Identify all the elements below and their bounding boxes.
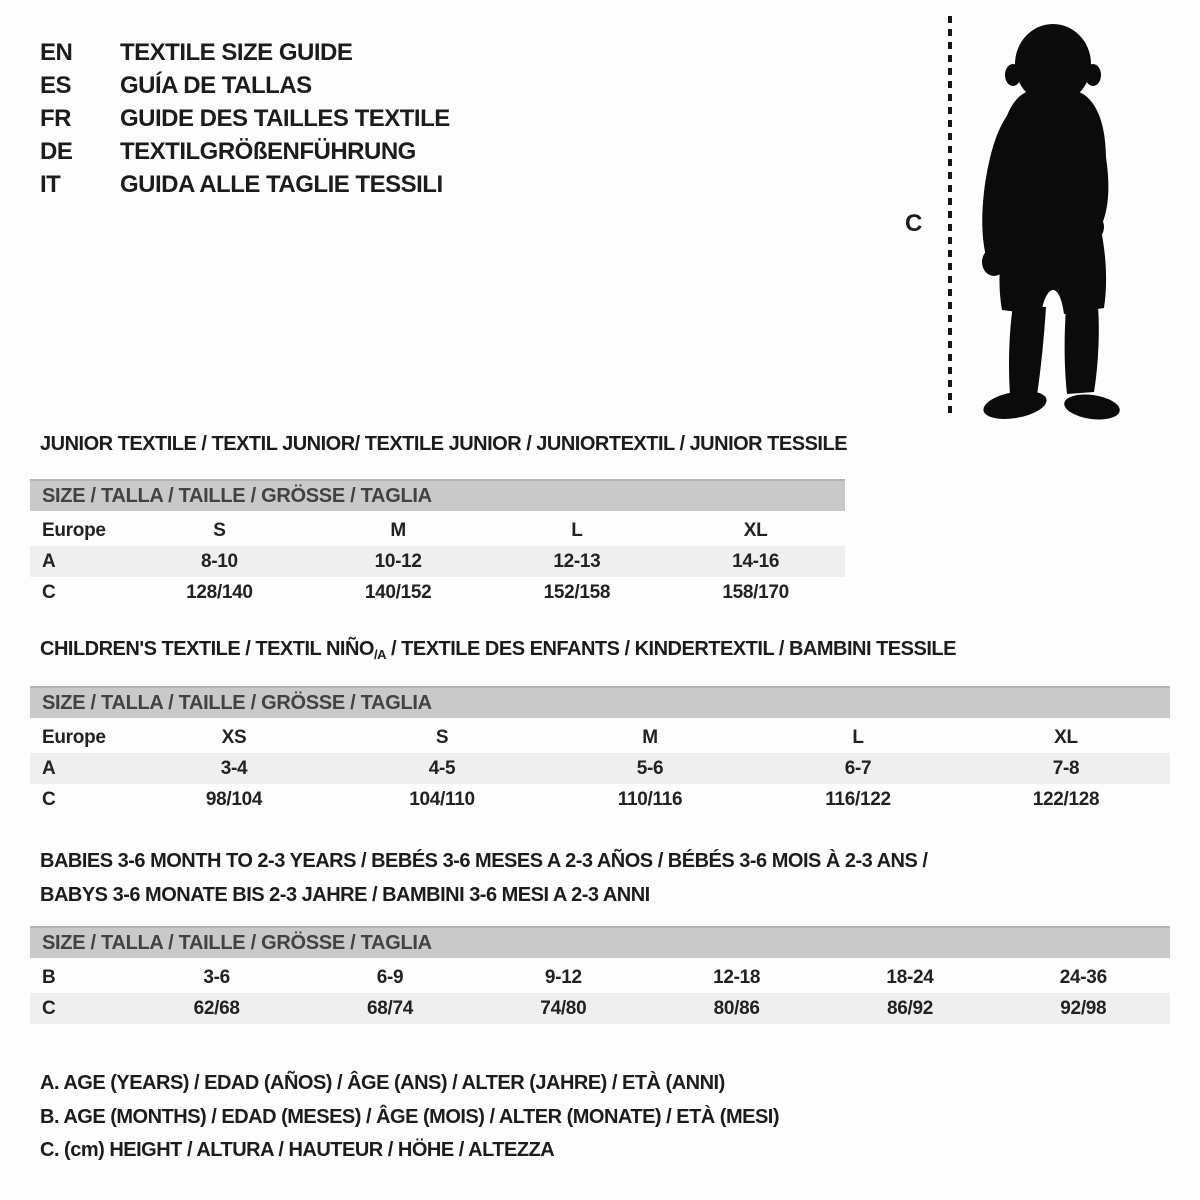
size-header-bar: SIZE / TALLA / TAILLE / GRÖSSE / TAGLIA — [30, 479, 845, 511]
cell: 86/92 — [886, 997, 933, 1019]
language-title: GUÍA DE TALLAS — [120, 71, 312, 99]
language-title: TEXTILE SIZE GUIDE — [120, 38, 353, 66]
cell: M — [642, 726, 658, 748]
note-height-cm: C. (cm) HEIGHT / ALTURA / HAUTEUR / HÖHE / ALTEZZA — [40, 1139, 555, 1161]
language-row-fr — [40, 102, 450, 135]
table-row-age — [30, 753, 1170, 784]
babies-section-title-line2: BABYS 3-6 MONATE BIS 2-3 JAHRE / BAMBINI 3-6 MESI A 2-3 ANNI — [40, 884, 650, 906]
cell: 24-36 — [1059, 966, 1107, 988]
table-row-europe — [30, 515, 845, 546]
row-label: A — [42, 550, 56, 572]
cell: 62/68 — [193, 997, 240, 1019]
junior-section-title: JUNIOR TEXTILE / TEXTIL JUNIOR/ TEXTILE JUNIOR / JUNIORTEXTIL / JUNIOR TESSILE — [40, 433, 848, 455]
language-title: GUIDE DES TAILLES TEXTILE — [120, 104, 450, 132]
cell: 6-9 — [376, 966, 404, 988]
babies-size-table — [30, 926, 1170, 1024]
language-code: IT — [40, 170, 61, 198]
cell: XL — [743, 519, 768, 541]
language-row-de — [40, 135, 450, 168]
cell: 6-7 — [844, 757, 872, 779]
language-title: TEXTILGRÖßENFÜHRUNG — [120, 137, 416, 165]
language-list — [40, 36, 450, 201]
row-label: C — [42, 788, 56, 810]
cell: 92/98 — [1060, 997, 1107, 1019]
cell: 110/116 — [617, 788, 683, 810]
row-label: Europe — [42, 726, 106, 748]
cell: 140/152 — [364, 581, 432, 603]
children-title-suffix: / TEXTILE DES ENFANTS / KINDERTEXTIL / BAMBINI TESSILE — [385, 638, 956, 660]
row-label: Europe — [42, 519, 106, 541]
language-code: EN — [40, 38, 73, 66]
note-age-years: A. AGE (YEARS) / EDAD (AÑOS) / ÂGE (ANS) / ALTER (JAHRE) / ETÀ (ANNI) — [40, 1072, 725, 1094]
cell: 152/158 — [543, 581, 611, 603]
cell: XL — [1054, 726, 1078, 748]
language-code: FR — [40, 104, 71, 132]
language-code: DE — [40, 137, 73, 165]
size-header-bar: SIZE / TALLA / TAILLE / GRÖSSE / TAGLIA — [30, 926, 1170, 958]
children-section-title — [40, 638, 956, 661]
cell: M — [390, 519, 406, 541]
cell: 10-12 — [374, 550, 422, 572]
language-row-en — [40, 36, 450, 69]
cell: 18-24 — [886, 966, 934, 988]
cell: 4-5 — [428, 757, 456, 779]
cell: 104/110 — [409, 788, 475, 810]
cell: 158/170 — [722, 581, 789, 603]
silhouette-ear-left — [1005, 64, 1021, 86]
table-row-age — [30, 546, 845, 577]
cell: 8-10 — [200, 550, 238, 572]
cell: 12-13 — [553, 550, 601, 572]
cell: 68/74 — [366, 997, 414, 1019]
cell: 14-16 — [732, 550, 780, 572]
cell: 12-18 — [713, 966, 761, 988]
toddler-silhouette-icon — [958, 20, 1148, 425]
silhouette-foot-left — [981, 387, 1049, 424]
row-label: C — [42, 997, 56, 1019]
row-label: C — [42, 581, 56, 603]
cell: 5-6 — [636, 757, 664, 779]
silhouette-leg-left — [1009, 305, 1046, 395]
cell: 80/86 — [713, 997, 760, 1019]
cell: 3-4 — [220, 757, 248, 779]
silhouette-leg-right — [1065, 306, 1099, 394]
children-title-sub: /A — [373, 647, 386, 662]
table-row-months — [30, 962, 1170, 993]
junior-size-table — [30, 479, 845, 608]
height-measure-label: C — [905, 210, 923, 237]
children-title-prefix: CHILDREN'S TEXTILE / TEXTIL NIÑO — [40, 638, 374, 660]
table-row-europe — [30, 722, 1170, 753]
size-header-bar: SIZE / TALLA / TAILLE / GRÖSSE / TAGLIA — [30, 686, 1170, 718]
cell: L — [571, 519, 583, 541]
cell: 116/122 — [825, 788, 891, 810]
table-row-height — [30, 993, 1170, 1024]
language-title: GUIDA ALLE TAGLIE TESSILI — [120, 170, 443, 198]
language-code: ES — [40, 71, 72, 99]
table-row-height — [30, 577, 845, 608]
silhouette-ear-right — [1085, 64, 1101, 86]
children-size-table — [30, 686, 1170, 815]
cell: S — [435, 726, 449, 748]
silhouette-shorts — [999, 225, 1106, 315]
row-label: B — [42, 966, 56, 988]
note-age-months: B. AGE (MONTHS) / EDAD (MESES) / ÂGE (MOIS) / ALTER (MONATE) / ETÀ (MESI) — [40, 1106, 780, 1128]
cell: 9-12 — [544, 966, 582, 988]
table-row-height — [30, 784, 1170, 815]
dashed-height-line — [948, 16, 952, 416]
cell: 122/128 — [1032, 788, 1100, 810]
language-row-es — [40, 69, 450, 102]
silhouette-foot-right — [1063, 391, 1122, 423]
language-row-it — [40, 168, 450, 201]
cell: L — [852, 726, 864, 748]
cell: 3-6 — [203, 966, 230, 988]
cell: 128/140 — [186, 581, 253, 603]
cell: 7-8 — [1052, 757, 1080, 779]
babies-section-title-line1: BABIES 3-6 MONTH TO 2-3 YEARS / BEBÉS 3-6 MESES A 2-3 AÑOS / BÉBÉS 3-6 MOIS À 2-3 ANS / — [40, 850, 928, 872]
row-label: A — [42, 757, 56, 779]
cell: S — [213, 519, 226, 541]
cell: 98/104 — [205, 788, 263, 810]
cell: XS — [221, 726, 247, 748]
cell: 74/80 — [540, 997, 587, 1019]
